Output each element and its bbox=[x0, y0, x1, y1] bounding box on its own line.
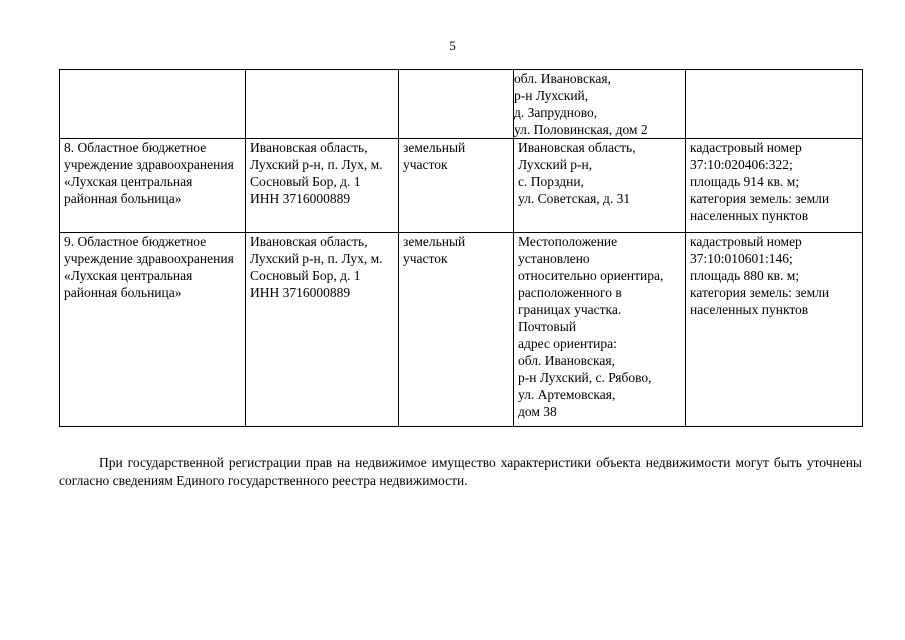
table-row bbox=[60, 139, 863, 233]
characteristics-cell bbox=[686, 70, 863, 139]
table-row bbox=[60, 233, 863, 427]
page-number: 5 bbox=[449, 38, 456, 53]
characteristics-cell: кадастровый номер 37:10:010601:146; площадь 880 кв. м; категория земель: земли населенных пунктов bbox=[686, 233, 863, 427]
object-type-cell: земельный участок bbox=[399, 139, 514, 233]
owner-address-cell: Ивановская область, Лухский р-н, п. Лух, м. Сосновый Бор, д. 1 ИНН 3716000889 bbox=[246, 139, 399, 233]
object-location-cell: обл. Ивановская, р-н Лухский, д. Запрудново, ул. Половинская, дом 2 bbox=[514, 70, 686, 139]
owner-cell bbox=[60, 70, 246, 139]
owner-cell: 8. Областное бюджетное учреждение здравоохранения «Лухская центральная районная больница» bbox=[60, 139, 246, 233]
table-row-continuation bbox=[60, 70, 863, 139]
owner-address-cell: Ивановская область, Лухский р-н, п. Лух, м. Сосновый Бор, д. 1 ИНН 3716000889 bbox=[246, 233, 399, 427]
property-transfer-table bbox=[59, 69, 863, 427]
object-type-cell bbox=[399, 70, 514, 139]
owner-cell: 9. Областное бюджетное учреждение здравоохранения «Лухская центральная районная больница» bbox=[60, 233, 246, 427]
owner-address-cell bbox=[246, 70, 399, 139]
closing-note-paragraph: При государственной регистрации прав на недвижимое имущество характеристики объекта недвижимости могут быть уточнены согласно сведениям Единого государственного реестра недвижимости. bbox=[59, 454, 862, 488]
characteristics-cell: кадастровый номер 37:10:020406:322; площадь 914 кв. м; категория земель: земли населенных пунктов bbox=[686, 139, 863, 233]
object-location-cell: Ивановская область, Лухский р-н, с. Порздни, ул. Советская, д. 31 bbox=[514, 139, 686, 233]
object-type-cell: земельный участок bbox=[399, 233, 514, 427]
object-location-cell: Местоположение установлено относительно ориентира, расположенного в границах участка. Почтовый адрес ориентира: обл. Ивановская, р-н Лухский, с. Рябово, ул. Артемовская, дом 38 bbox=[514, 233, 686, 427]
